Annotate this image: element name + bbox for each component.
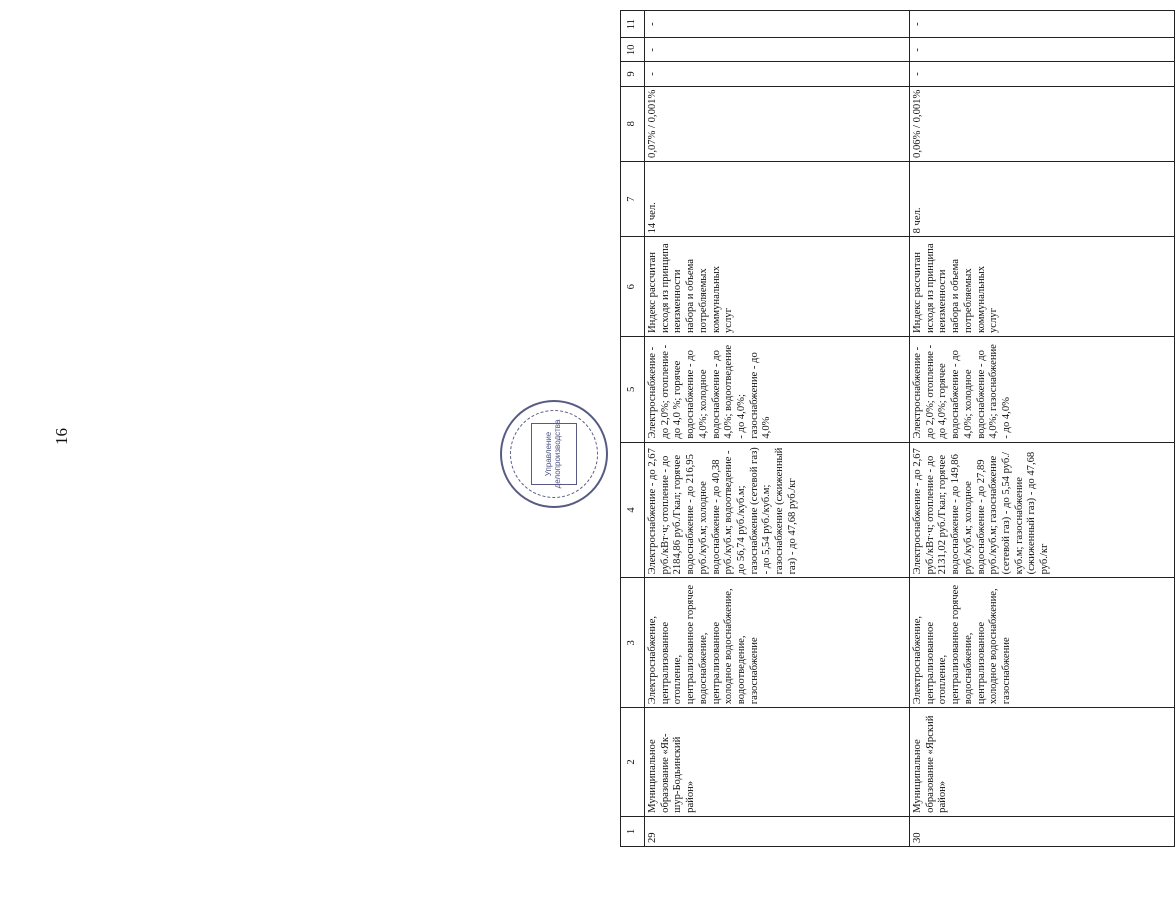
dash-cell: - bbox=[910, 11, 1175, 38]
dash-cell: - bbox=[645, 62, 910, 86]
index-cell: Электроснабжение - до 2,0%; отопление - до 4,0%; горячее водоснабжение - до 4,0%; холодное водоснабжение - до 4,0%; газоснабжение - до 4,0% bbox=[910, 337, 1175, 443]
header-cell: 2 bbox=[621, 708, 645, 817]
header-cell: 3 bbox=[621, 578, 645, 708]
header-cell: 4 bbox=[621, 442, 645, 578]
share-cell: 0,07% / 0,001% bbox=[645, 86, 910, 161]
tariffs-cell: Электроснабжение - до 2,67 руб./кВт·ч; отопление - до 2184,86 руб./Гкал; горячее водоснабжение - до 216,95 руб./куб.м; холодное водоснабжение - до 40,38 руб./куб.м; водоотведение - до 56,74 руб./куб.м; газоснабжение (сетевой газ) - до 5,54 руб./куб.м; газоснабжение (сжиженный газ) - до 47,68 руб./кг bbox=[645, 442, 910, 578]
row-number: 30 bbox=[910, 816, 1175, 846]
basis-cell: Индекс рассчитан исходя из принципа неизменности набора и объема потребляемых коммунальных услуг bbox=[910, 237, 1175, 337]
header-cell: 9 bbox=[621, 62, 645, 86]
header-cell: 8 bbox=[621, 86, 645, 161]
header-cell: 10 bbox=[621, 38, 645, 62]
header-cell: 6 bbox=[621, 237, 645, 337]
population-cell: 8 чел. bbox=[910, 161, 1175, 236]
page-number: 16 bbox=[52, 428, 71, 445]
row-number: 29 bbox=[645, 816, 910, 846]
header-cell: 1 bbox=[621, 816, 645, 846]
dash-cell: - bbox=[645, 11, 910, 38]
header-cell: 5 bbox=[621, 337, 645, 443]
table-row bbox=[645, 11, 910, 847]
municipality-cell: Муниципальное образование «Ярский район» bbox=[910, 708, 1175, 817]
tariff-table bbox=[620, 10, 1175, 847]
header-row bbox=[621, 11, 645, 847]
stamp-text: Управление делопроизводства bbox=[544, 419, 562, 489]
services-cell: Электроснабжение, централизованное отопление, централизованное горячее водоснабжение, централизованное холодное водоснабжение, газоснабжение bbox=[910, 578, 1175, 708]
official-stamp bbox=[500, 400, 608, 508]
share-cell: 0,06% / 0,001% bbox=[910, 86, 1175, 161]
header-cell: 7 bbox=[621, 161, 645, 236]
dash-cell: - bbox=[645, 38, 910, 62]
tariff-table-frame bbox=[620, 10, 1174, 847]
dash-cell: - bbox=[910, 38, 1175, 62]
table-row bbox=[910, 11, 1175, 847]
services-cell: Электроснабжение, централизованное отопление, централизованное горячее водоснабжение, централизованное холодное водоснабжение, водоотведение, газоснабжение bbox=[645, 578, 910, 708]
tariffs-cell: Электроснабжение - до 2,67 руб./кВт·ч; отопление - до 2131,02 руб./Гкал; горячее водоснабжение - до 149,86 руб./куб.м; холодное водоснабжение - до 27,89 руб./куб.м; газоснабжение (сетевой газ) - до 5,54 руб./куб.м; газоснабжение (сжиженный газ) - до 47,68 руб./кг bbox=[910, 442, 1175, 578]
population-cell: 14 чел. bbox=[645, 161, 910, 236]
municipality-cell: Муниципальное образование «Як-шур-Бодьинский район» bbox=[645, 708, 910, 817]
basis-cell: Индекс рассчитан исходя из принципа неизменности набора и объема потребляемых коммунальных услуг bbox=[645, 237, 910, 337]
index-cell: Электроснабжение - до 2,0%; отопление - до 4,0 %; горячее водоснабжение - до 4,0%; холодное водоснабжение - до 4,0%; водоотведение - до 4,0%; газоснабжение - до 4,0% bbox=[645, 337, 910, 443]
stamp-box bbox=[531, 419, 577, 489]
dash-cell: - bbox=[910, 62, 1175, 86]
header-cell: 11 bbox=[621, 11, 645, 38]
